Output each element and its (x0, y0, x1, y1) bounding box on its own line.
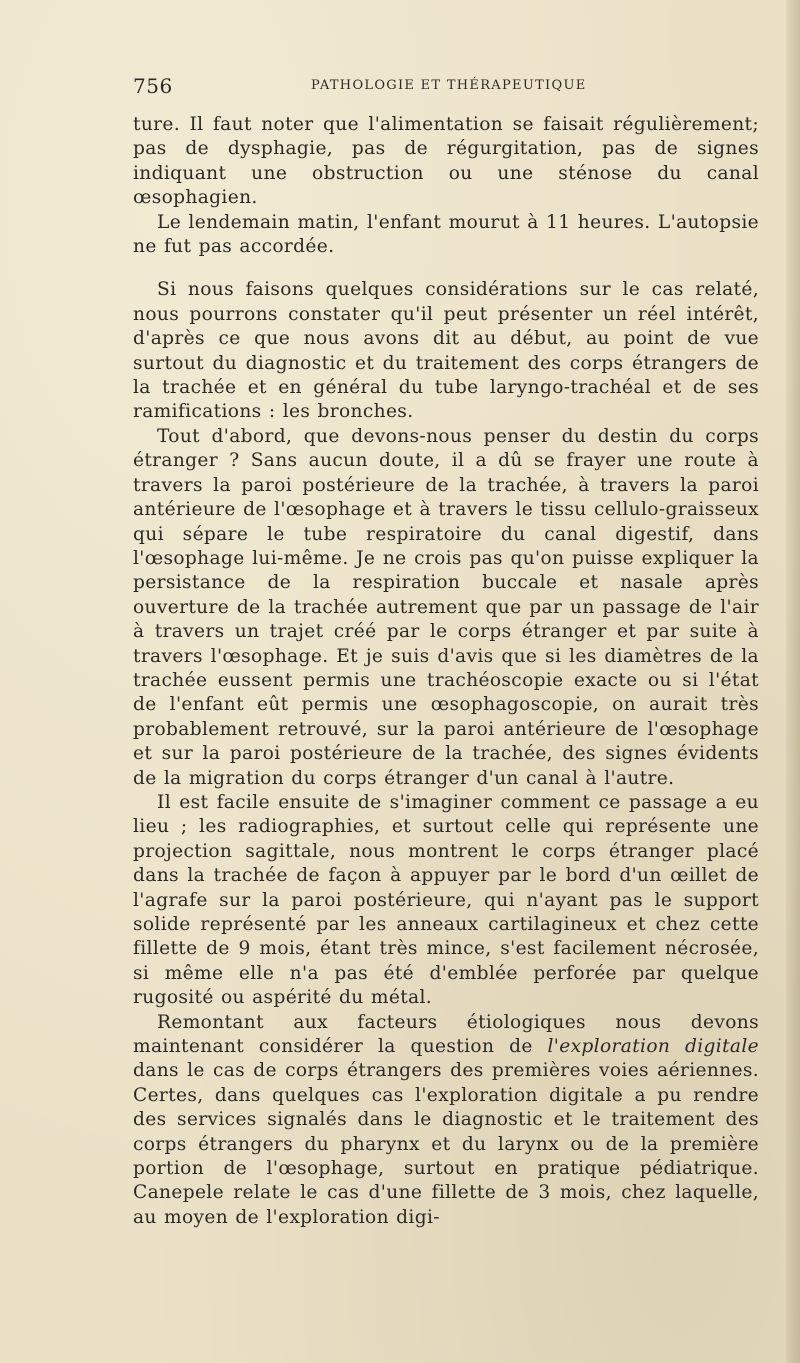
running-title: PATHOLOGIE ET THÉRAPEUTIQUE (311, 78, 587, 93)
paragraph-foreign-body-destiny: Tout d'abord, que devons-nous penser du destin du corps étranger ? Sans aucun doute, il a dû se frayer une route à travers la paroi postérieure de la trachée, à travers la paroi antérieure de l'œsophage et à travers le tissu cellulo-graisseux qui sépare le tube respiratoire du canal digestif, dans l'œsophage lui-même. Je ne crois pas qu'on puisse expliquer la persistance de la respiration buccale et nasale après ouverture de la trachée autrement que par un passage de l'air à travers un trajet créé par le corps étranger et par suite à travers l'œsophage. Et je suis d'avis que si les diamètres de la trachée eussent permis une trachéoscopie exacte ou si l'état de l'enfant eût permis une œsophagoscopie, on aurait très probablement retrouvé, sur la paroi antérieure de l'œsophage et sur la paroi postérieure de la trachée, des signes évidents de la migration du corps étranger d'un canal à l'autre. (133, 425, 759, 789)
paragraph-text-after: dans le cas de corps étrangers des premières voies aériennes. Certes, dans quelques cas l'exploration digitale a pu rendre des services signalés dans le diagnostic et le traitement des corps étrangers du pharynx et du larynx ou de la première portion de l'œsophage, surtout en pratique pédiatrique. Canepele relate le cas d'une fillette de 3 mois, chez laquelle, au moyen de l'exploration digi- (133, 1060, 759, 1228)
italic-term: l'exploration digitale (547, 1036, 759, 1058)
paragraph-considerations: Si nous faisons quelques considérations sur le cas relaté, nous pourrons constater qu'il peut présenter un réel intérêt, d'après ce que nous avons dit au début, au point de vue surtout du diagnostic et du traitement des corps étrangers de la trachée et en général du tube laryngo-trachéal et de ses ramifications : les bronches. (133, 279, 759, 423)
paragraph-text-before: Remontant aux facteurs étiologiques nous devons maintenant considérer la question de (133, 1011, 759, 1058)
paragraph-autopsy: Le lendemain matin, l'enfant mourut à 11 heures. L'autopsie ne fut pas accordée. (133, 211, 759, 258)
paragraph-digital-exploration (133, 1011, 759, 1231)
body-text (133, 113, 759, 1230)
paragraph-passage-mechanism: Il est facile ensuite de s'imaginer comment ce passage a eu lieu ; les radiographies, et surtout celle qui représente une projection sagittale, nous montrent le corps étranger placé dans la trachée de façon à appuyer par le bord d'un œillet de l'agrafe sur la paroi postérieure, qui n'ayant pas le support solide représenté par les anneaux cartilagineux et chez cette fillette de 9 mois, étant très mince, s'est facilement nécrosée, si même elle n'a pas été d'emblée perforée par quelque rugosité ou aspérité du métal. (133, 791, 759, 1009)
page-number: 756 (133, 74, 173, 98)
running-head (133, 74, 758, 100)
page-edge-shadow (786, 0, 800, 1363)
paragraph-continuation: ture. Il faut noter que l'alimentation se faisait régulièrement; pas de dysphagie, pas de régurgitation, pas de signes indiquant une obstruction ou une sténose du canal œsophagien. (133, 114, 759, 209)
